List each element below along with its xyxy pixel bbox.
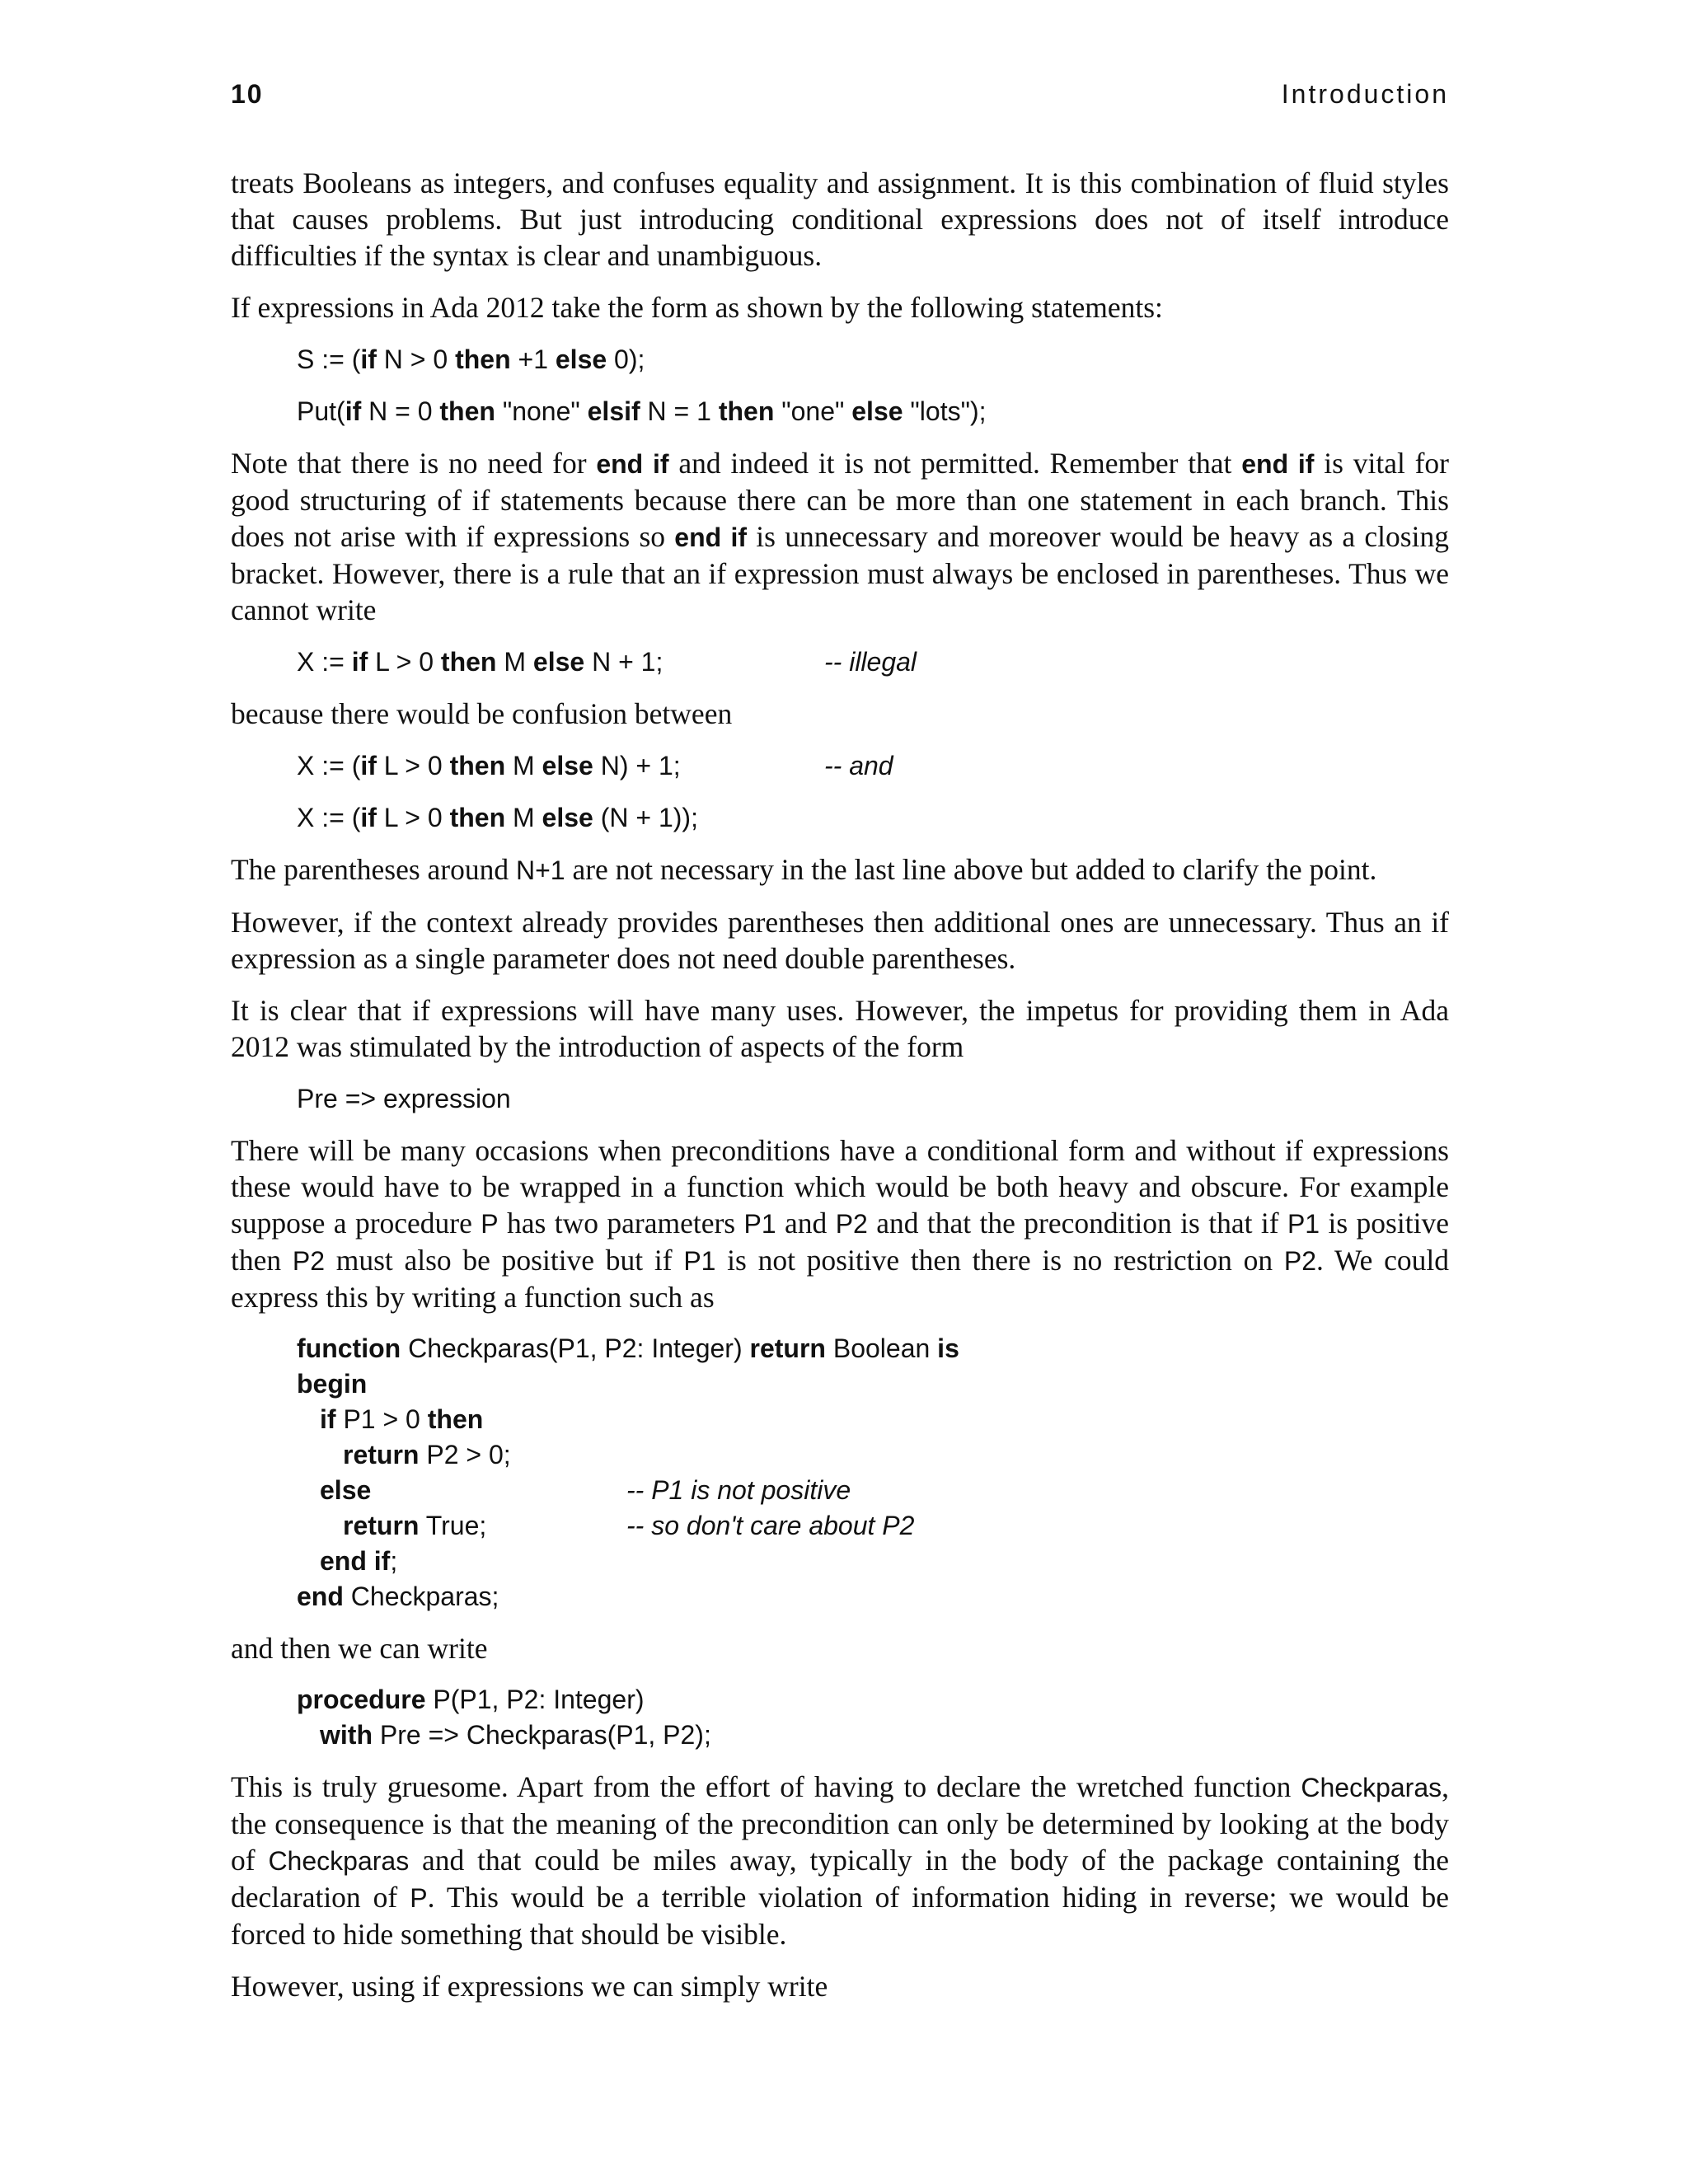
code-keyword: end [297,1582,344,1611]
code-keyword: return [749,1333,826,1363]
chapter-title: Introduction [1281,79,1449,109]
inline-code: P [410,1883,428,1913]
text-run: The parentheses around [231,853,516,886]
code-text: 0); [607,344,645,374]
code-keyword: return [343,1440,420,1469]
code-comment: -- so don't care about P2 [626,1511,915,1540]
inline-code: P1 [743,1209,776,1239]
code-line-put [297,393,1449,429]
code-text: +1 [510,344,556,374]
code-text: ; [390,1546,398,1576]
text-run: are not necessary in the last line above but added to clarify the point. [565,853,1377,886]
code-keyword: else [851,396,903,426]
paragraph-then-write: and then we can write [231,1632,488,1665]
code-keyword: then [440,647,497,677]
code-text: Pre => Checkparas(P1, P2); [372,1720,711,1750]
code-line [297,1366,1449,1402]
inline-keyword: end if [674,523,748,552]
paragraph-end-if [231,445,1449,628]
page-number: 10 [231,79,264,109]
code-keyword: begin [297,1369,368,1399]
text-run: is not positive then there is no restriction on [715,1244,1284,1277]
paragraph-simply-write: However, using if expressions we can simply write [231,1970,828,2003]
code-text: P2 > 0; [419,1440,511,1469]
code-keyword: else [542,751,593,780]
code-text: L > 0 [376,803,450,832]
code-text: Boolean [825,1333,938,1363]
code-text: P1 > 0 [335,1404,428,1434]
code-keyword: is [937,1333,959,1363]
inline-code: P1 [683,1246,716,1276]
text-run: and [776,1207,836,1240]
paragraph-gruesome [231,1769,1449,1952]
code-line [297,1544,1449,1579]
code-text: Checkparas; [343,1582,499,1611]
code-text: M [505,751,542,780]
inline-code: P2 [835,1209,868,1239]
code-line-pre: Pre => expression [297,1084,511,1113]
paragraph-parentheses [231,851,1449,888]
code-keyword: if [351,647,368,677]
page-header [231,79,1449,120]
code-text: P(P1, P2: Integer) [425,1685,645,1714]
text-run: is vital for good structuring of if statements because there can be more than one statement in each branch. This does not arise with if expressions so [231,447,1450,553]
code-text: L > 0 [376,751,450,780]
code-line [297,1682,1449,1718]
code-keyword: else [555,344,607,374]
code-line [297,1402,1449,1437]
code-line-alternative [297,799,1449,836]
code-line-s-assignment [297,341,1449,377]
code-line [297,1437,1449,1473]
text-run: There will be many occasions when preconditions have a conditional form and without if expressions these would have to be wrapped in a function which would be both heavy and obscure. For example suppose a procedure [231,1134,1449,1240]
inline-code: Checkparas [1301,1773,1442,1802]
code-text: X := [297,647,352,677]
code-comment: -- and [824,751,893,780]
code-text: S := ( [297,344,361,374]
code-keyword: then [449,803,506,832]
code-line [297,1508,1449,1544]
code-keyword: then [449,751,506,780]
code-text: N > 0 [376,344,456,374]
code-keyword: then [439,396,495,426]
code-text: N = 1 [640,396,719,426]
text-run: . This would be a terrible violation of information hiding in reverse; we would be forced to hide something that should be visible. [231,1881,1449,1951]
code-comment: -- illegal [824,647,917,677]
text-run: and that could be miles away, typically in the body of the package containing the declaration of [231,1844,1449,1914]
code-keyword: with [320,1720,373,1750]
code-keyword: elsif [587,396,640,426]
paragraph-preconditions [231,1132,1449,1315]
code-line-illegal [297,644,1449,680]
code-keyword: if [360,344,377,374]
code-keyword: procedure [297,1685,426,1714]
text-run: is unnecessary and moreover would be heavy as a closing bracket. However, there is a rule that an if expression must always be enclosed in parentheses. Thus we cannot write [231,520,1449,626]
inline-keyword: end if [596,449,669,479]
text-run: , the consequence is that the meaning of the precondition can only be determined by looking at the body of [231,1770,1449,1877]
code-keyword: then [718,396,775,426]
text-run: and that the precondition is that if [867,1207,1287,1240]
code-line-and [297,748,1449,784]
code-text: N) + 1; [593,751,681,780]
code-line [297,1579,1449,1615]
code-text: L > 0 [368,647,441,677]
text-run: . We could express this by writing a function such as [231,1244,1449,1314]
page-body [231,165,1449,2020]
code-text: X := ( [297,751,361,780]
text-run: must also be positive but if [325,1244,684,1277]
code-line [297,1718,1449,1753]
code-text: N = 0 [361,396,440,426]
code-keyword: then [455,344,511,374]
code-keyword: end if [320,1546,391,1576]
code-text: N + 1; [584,647,663,677]
paragraph-fluid-styles: treats Booleans as integers, and confuses equality and assignment. It is this combination of fluid styles that causes problems. But just introducing conditional expressions does not of itself introduce difficulties if the syntax is clear and unambiguous. [231,166,1449,272]
code-text: "one" [774,396,852,426]
code-keyword: then [427,1404,484,1434]
text-run: has two parameters [498,1207,744,1240]
code-text: M [505,803,542,832]
code-text: Checkparas(P1, P2: Integer) [401,1333,750,1363]
inline-code: P2 [1283,1246,1317,1276]
code-line [297,1331,1449,1366]
text-run: and indeed it is not permitted. Remember that [668,447,1242,480]
inline-code: Checkparas [268,1846,410,1876]
paragraph-context-parentheses: However, if the context already provides parentheses then additional ones are unnecessary. Thus an if expression as a single parameter does not need double parentheses. [231,906,1449,975]
inline-code: P2 [292,1246,325,1276]
code-keyword: function [297,1333,401,1363]
code-text: "none" [495,396,588,426]
inline-keyword: end if [1241,449,1315,479]
code-text: M [496,647,533,677]
paragraph-confusion: because there would be confusion between [231,697,733,730]
code-keyword: if [320,1404,336,1434]
code-text: "lots"); [903,396,987,426]
inline-code: N+1 [516,855,565,885]
code-keyword: if [360,803,377,832]
code-text: X := ( [297,803,361,832]
code-keyword: else [320,1475,372,1505]
inline-code: P [481,1209,499,1239]
code-keyword: if [360,751,377,780]
code-comment: -- P1 is not positive [626,1475,851,1505]
text-run: This is truly gruesome. Apart from the effort of having to declare the wretched function [231,1770,1301,1803]
inline-code: P1 [1287,1209,1320,1239]
text-run: Note that there is no need for [231,447,597,480]
code-text: Put( [297,396,345,426]
code-block-checkparas-function [297,1331,1449,1615]
code-line [297,1473,1449,1508]
code-text: True; [419,1511,487,1540]
text-run: is positive then [231,1207,1449,1277]
code-text: (N + 1)); [593,803,698,832]
code-keyword: else [542,803,593,832]
code-keyword: if [345,396,362,426]
code-block-procedure-p [297,1682,1449,1753]
paragraph-impetus: It is clear that if expressions will have many uses. However, the impetus for providing them in Ada 2012 was stimulated by the introduction of aspects of the form [231,994,1449,1063]
paragraph-if-expressions-intro: If expressions in Ada 2012 take the form as shown by the following statements: [231,291,1163,324]
code-keyword: return [343,1511,420,1540]
code-keyword: else [532,647,585,677]
